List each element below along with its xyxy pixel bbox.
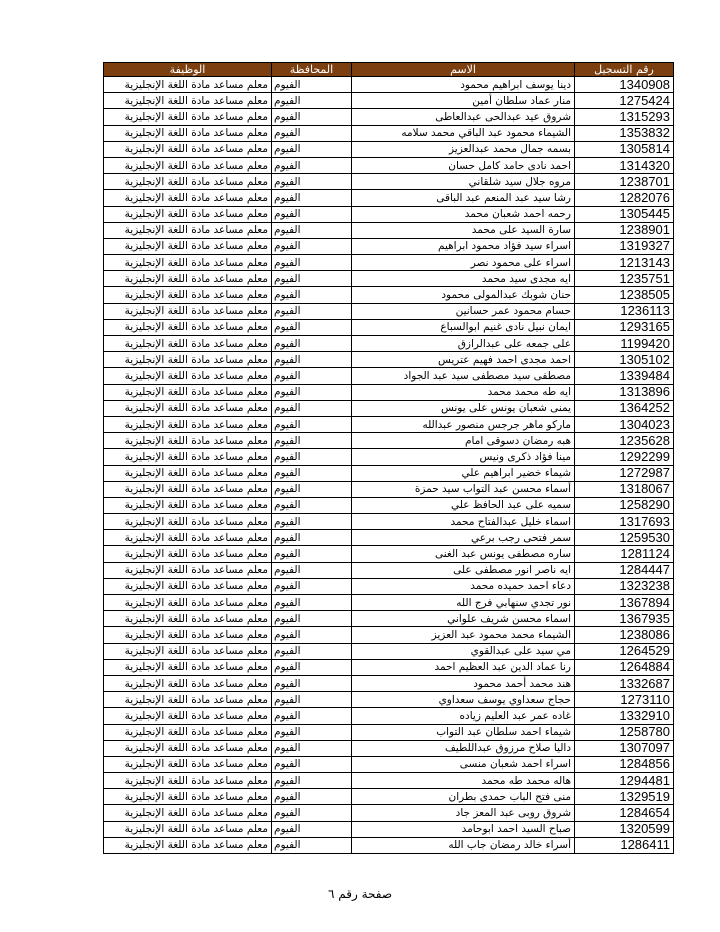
cell-registration-number: 1282076 bbox=[575, 190, 674, 206]
table-row bbox=[104, 821, 674, 837]
cell-name: رحمه احمد شعبان محمد bbox=[352, 206, 575, 222]
cell-job: معلم مساعد مادة اللغة الإنجليزية bbox=[104, 271, 272, 287]
cell-name: رشا سيد عبد المنعم عبد الباقى bbox=[352, 190, 575, 206]
cell-governorate: الفيوم bbox=[272, 578, 352, 594]
cell-governorate: الفيوم bbox=[272, 125, 352, 141]
cell-registration-number: 1264529 bbox=[575, 643, 674, 659]
cell-governorate: الفيوم bbox=[272, 336, 352, 352]
cell-job: معلم مساعد مادة اللغة الإنجليزية bbox=[104, 740, 272, 756]
table-row bbox=[104, 675, 674, 691]
cell-governorate: الفيوم bbox=[272, 222, 352, 238]
cell-name: حنان شوبك عبدالمولى محمود bbox=[352, 287, 575, 303]
table-row bbox=[104, 659, 674, 675]
cell-name: يمنى شعبان يونس على يونس bbox=[352, 400, 575, 416]
cell-registration-number: 1258780 bbox=[575, 724, 674, 740]
cell-registration-number: 1318067 bbox=[575, 481, 674, 497]
cell-name: ماركو ماهر جرجس منصور عبدالله bbox=[352, 416, 575, 432]
cell-job: معلم مساعد مادة اللغة الإنجليزية bbox=[104, 384, 272, 400]
table-row bbox=[104, 530, 674, 546]
table-row bbox=[104, 465, 674, 481]
cell-registration-number: 1313896 bbox=[575, 384, 674, 400]
cell-name: صباح السيد احمد ابوحامد bbox=[352, 821, 575, 837]
cell-job: معلم مساعد مادة اللغة الإنجليزية bbox=[104, 821, 272, 837]
cell-registration-number: 1199420 bbox=[575, 336, 674, 352]
cell-name: نور تجدي سنهابي فرج الله bbox=[352, 595, 575, 611]
cell-name: اسماء محسن شريف علواني bbox=[352, 611, 575, 627]
cell-job: معلم مساعد مادة اللغة الإنجليزية bbox=[104, 352, 272, 368]
cell-name: رنا عماد الدين عبد العظيم احمد bbox=[352, 659, 575, 675]
cell-job: معلم مساعد مادة اللغة الإنجليزية bbox=[104, 562, 272, 578]
cell-governorate: الفيوم bbox=[272, 174, 352, 190]
cell-name: شيماء خضير ابراهيم علي bbox=[352, 465, 575, 481]
cell-governorate: الفيوم bbox=[272, 530, 352, 546]
cell-registration-number: 1238901 bbox=[575, 222, 674, 238]
cell-name: هند محمد أحمد محمود bbox=[352, 675, 575, 691]
table-row bbox=[104, 546, 674, 562]
table-row bbox=[104, 497, 674, 513]
table-row bbox=[104, 805, 674, 821]
cell-registration-number: 1304023 bbox=[575, 416, 674, 432]
cell-registration-number: 1340908 bbox=[575, 77, 674, 93]
cell-job: معلم مساعد مادة اللغة الإنجليزية bbox=[104, 708, 272, 724]
cell-registration-number: 1317693 bbox=[575, 514, 674, 530]
cell-governorate: الفيوم bbox=[272, 206, 352, 222]
table-row bbox=[104, 206, 674, 222]
cell-governorate: الفيوم bbox=[272, 611, 352, 627]
cell-registration-number: 1332910 bbox=[575, 708, 674, 724]
cell-job: معلم مساعد مادة اللغة الإنجليزية bbox=[104, 497, 272, 513]
cell-job: معلم مساعد مادة اللغة الإنجليزية bbox=[104, 206, 272, 222]
cell-governorate: الفيوم bbox=[272, 659, 352, 675]
cell-governorate: الفيوم bbox=[272, 837, 352, 853]
cell-name: اسراء على محمود نصر bbox=[352, 255, 575, 271]
cell-job: معلم مساعد مادة اللغة الإنجليزية bbox=[104, 368, 272, 384]
cell-governorate: الفيوم bbox=[272, 821, 352, 837]
table-row bbox=[104, 740, 674, 756]
cell-name: هاله محمد طه محمد bbox=[352, 773, 575, 789]
cell-job: معلم مساعد مادة اللغة الإنجليزية bbox=[104, 141, 272, 157]
cell-governorate: الفيوم bbox=[272, 400, 352, 416]
cell-job: معلم مساعد مادة اللغة الإنجليزية bbox=[104, 756, 272, 772]
table-row bbox=[104, 724, 674, 740]
cell-name: شروق عيد عبدالحى عبدالعاطى bbox=[352, 109, 575, 125]
cell-registration-number: 1294481 bbox=[575, 773, 674, 789]
header-name: الاسم bbox=[352, 63, 575, 77]
cell-name: على جمعه على عبدالرازق bbox=[352, 336, 575, 352]
cell-governorate: الفيوم bbox=[272, 562, 352, 578]
cell-name: الشيماء محمود عبد الباقي محمد سلامه bbox=[352, 125, 575, 141]
cell-governorate: الفيوم bbox=[272, 287, 352, 303]
cell-job: معلم مساعد مادة اللغة الإنجليزية bbox=[104, 157, 272, 173]
cell-governorate: الفيوم bbox=[272, 789, 352, 805]
table-row bbox=[104, 174, 674, 190]
cell-job: معلم مساعد مادة اللغة الإنجليزية bbox=[104, 449, 272, 465]
cell-registration-number: 1305102 bbox=[575, 352, 674, 368]
cell-job: معلم مساعد مادة اللغة الإنجليزية bbox=[104, 190, 272, 206]
cell-name: مينا فؤاد ذكرى ونيس bbox=[352, 449, 575, 465]
cell-name: احمد نادى حامد كامل حسان bbox=[352, 157, 575, 173]
cell-job: معلم مساعد مادة اللغة الإنجليزية bbox=[104, 287, 272, 303]
cell-registration-number: 1272987 bbox=[575, 465, 674, 481]
table-row bbox=[104, 837, 674, 853]
cell-registration-number: 1367935 bbox=[575, 611, 674, 627]
cell-name: سميه على عبد الحافظ علي bbox=[352, 497, 575, 513]
table-row bbox=[104, 562, 674, 578]
cell-job: معلم مساعد مادة اللغة الإنجليزية bbox=[104, 222, 272, 238]
cell-name: سارة السيد على محمد bbox=[352, 222, 575, 238]
cell-job: معلم مساعد مادة اللغة الإنجليزية bbox=[104, 837, 272, 853]
cell-registration-number: 1275424 bbox=[575, 93, 674, 109]
cell-registration-number: 1258290 bbox=[575, 497, 674, 513]
header-row bbox=[104, 63, 674, 77]
table-row bbox=[104, 773, 674, 789]
cell-registration-number: 1314320 bbox=[575, 157, 674, 173]
cell-name: داليا صلاح مرزوق عبداللطيف bbox=[352, 740, 575, 756]
table-row bbox=[104, 336, 674, 352]
cell-registration-number: 1238086 bbox=[575, 627, 674, 643]
page-number: صفحة رقم ٦ bbox=[327, 887, 393, 901]
table-row bbox=[104, 141, 674, 157]
table-row bbox=[104, 352, 674, 368]
cell-name: اسراء احمد شعبان منسى bbox=[352, 756, 575, 772]
cell-governorate: الفيوم bbox=[272, 416, 352, 432]
table-row bbox=[104, 449, 674, 465]
cell-job: معلم مساعد مادة اللغة الإنجليزية bbox=[104, 773, 272, 789]
cell-name: غاده عمر عبد العليم زياده bbox=[352, 708, 575, 724]
table-row bbox=[104, 125, 674, 141]
cell-name: مصطفى سيد مصطفى سيد عبد الجواد bbox=[352, 368, 575, 384]
registration-sheet bbox=[103, 62, 673, 854]
cell-name: اسماء خليل عبدالفتاح محمد bbox=[352, 514, 575, 530]
cell-registration-number: 1238505 bbox=[575, 287, 674, 303]
cell-name: منى فتح الباب حمدى بطران bbox=[352, 789, 575, 805]
cell-registration-number: 1281124 bbox=[575, 546, 674, 562]
cell-job: معلم مساعد مادة اللغة الإنجليزية bbox=[104, 724, 272, 740]
cell-governorate: الفيوم bbox=[272, 756, 352, 772]
cell-registration-number: 1339484 bbox=[575, 368, 674, 384]
cell-registration-number: 1292299 bbox=[575, 449, 674, 465]
table-row bbox=[104, 368, 674, 384]
cell-registration-number: 1353832 bbox=[575, 125, 674, 141]
cell-job: معلم مساعد مادة اللغة الإنجليزية bbox=[104, 627, 272, 643]
cell-governorate: الفيوم bbox=[272, 255, 352, 271]
table-row bbox=[104, 77, 674, 93]
cell-governorate: الفيوم bbox=[272, 481, 352, 497]
cell-name: ساره مصطفى يونس عبد الغنى bbox=[352, 546, 575, 562]
cell-governorate: الفيوم bbox=[272, 157, 352, 173]
cell-governorate: الفيوم bbox=[272, 465, 352, 481]
cell-job: معلم مساعد مادة اللغة الإنجليزية bbox=[104, 416, 272, 432]
cell-job: معلم مساعد مادة اللغة الإنجليزية bbox=[104, 303, 272, 319]
table-row bbox=[104, 433, 674, 449]
cell-registration-number: 1284856 bbox=[575, 756, 674, 772]
cell-name: مي سيد على عبدالقوي bbox=[352, 643, 575, 659]
header-job: الوظيفة bbox=[104, 63, 272, 77]
cell-registration-number: 1293165 bbox=[575, 319, 674, 335]
cell-job: معلم مساعد مادة اللغة الإنجليزية bbox=[104, 789, 272, 805]
table-row bbox=[104, 157, 674, 173]
cell-governorate: الفيوم bbox=[272, 546, 352, 562]
cell-registration-number: 1259530 bbox=[575, 530, 674, 546]
cell-governorate: الفيوم bbox=[272, 627, 352, 643]
cell-registration-number: 1235628 bbox=[575, 433, 674, 449]
cell-registration-number: 1315293 bbox=[575, 109, 674, 125]
cell-name: ايمان نبيل نادى غنيم ابوالسباع bbox=[352, 319, 575, 335]
cell-registration-number: 1319327 bbox=[575, 238, 674, 254]
cell-registration-number: 1307097 bbox=[575, 740, 674, 756]
table-row bbox=[104, 222, 674, 238]
cell-governorate: الفيوم bbox=[272, 805, 352, 821]
cell-governorate: الفيوم bbox=[272, 109, 352, 125]
cell-governorate: الفيوم bbox=[272, 319, 352, 335]
cell-job: معلم مساعد مادة اللغة الإنجليزية bbox=[104, 433, 272, 449]
table-row bbox=[104, 416, 674, 432]
cell-governorate: الفيوم bbox=[272, 93, 352, 109]
cell-name: دعاء احمد حميده محمد bbox=[352, 578, 575, 594]
table-row bbox=[104, 109, 674, 125]
cell-job: معلم مساعد مادة اللغة الإنجليزية bbox=[104, 514, 272, 530]
table-row bbox=[104, 514, 674, 530]
cell-governorate: الفيوم bbox=[272, 514, 352, 530]
table-row bbox=[104, 190, 674, 206]
table-row bbox=[104, 578, 674, 594]
header-registration-number: رقم التسجيل bbox=[575, 63, 674, 77]
cell-job: معلم مساعد مادة اللغة الإنجليزية bbox=[104, 400, 272, 416]
cell-registration-number: 1332687 bbox=[575, 675, 674, 691]
table-body bbox=[104, 77, 674, 854]
table-row bbox=[104, 627, 674, 643]
header-governorate: المحافظة bbox=[272, 63, 352, 77]
cell-name: أسماء محسن عبد التواب سيد حمزة bbox=[352, 481, 575, 497]
cell-registration-number: 1236113 bbox=[575, 303, 674, 319]
cell-job: معلم مساعد مادة اللغة الإنجليزية bbox=[104, 595, 272, 611]
cell-governorate: الفيوم bbox=[272, 141, 352, 157]
cell-name: منار عماد سلطان أمين bbox=[352, 93, 575, 109]
cell-registration-number: 1305445 bbox=[575, 206, 674, 222]
cell-job: معلم مساعد مادة اللغة الإنجليزية bbox=[104, 238, 272, 254]
cell-job: معلم مساعد مادة اللغة الإنجليزية bbox=[104, 125, 272, 141]
table-row bbox=[104, 287, 674, 303]
cell-name: الشيماء محمد محمود عبد العزيز bbox=[352, 627, 575, 643]
cell-job: معلم مساعد مادة اللغة الإنجليزية bbox=[104, 174, 272, 190]
cell-job: معلم مساعد مادة اللغة الإنجليزية bbox=[104, 336, 272, 352]
table-row bbox=[104, 692, 674, 708]
cell-registration-number: 1286411 bbox=[575, 837, 674, 853]
cell-job: معلم مساعد مادة اللغة الإنجليزية bbox=[104, 93, 272, 109]
cell-job: معلم مساعد مادة اللغة الإنجليزية bbox=[104, 675, 272, 691]
cell-job: معلم مساعد مادة اللغة الإنجليزية bbox=[104, 465, 272, 481]
table-row bbox=[104, 238, 674, 254]
cell-name: حسام محمود عمر حسانين bbox=[352, 303, 575, 319]
table-row bbox=[104, 384, 674, 400]
cell-governorate: الفيوم bbox=[272, 352, 352, 368]
cell-governorate: الفيوم bbox=[272, 724, 352, 740]
cell-governorate: الفيوم bbox=[272, 303, 352, 319]
cell-governorate: الفيوم bbox=[272, 449, 352, 465]
cell-job: معلم مساعد مادة اللغة الإنجليزية bbox=[104, 578, 272, 594]
cell-name: اسراء سيد فؤاد محمود ابراهيم bbox=[352, 238, 575, 254]
cell-governorate: الفيوم bbox=[272, 238, 352, 254]
cell-job: معلم مساعد مادة اللغة الإنجليزية bbox=[104, 319, 272, 335]
cell-job: معلم مساعد مادة اللغة الإنجليزية bbox=[104, 109, 272, 125]
cell-job: معلم مساعد مادة اللغة الإنجليزية bbox=[104, 659, 272, 675]
cell-registration-number: 1264884 bbox=[575, 659, 674, 675]
cell-job: معلم مساعد مادة اللغة الإنجليزية bbox=[104, 643, 272, 659]
cell-governorate: الفيوم bbox=[272, 384, 352, 400]
cell-registration-number: 1284654 bbox=[575, 805, 674, 821]
cell-name: مروه جلال سيد شلقاني bbox=[352, 174, 575, 190]
cell-job: معلم مساعد مادة اللغة الإنجليزية bbox=[104, 546, 272, 562]
cell-registration-number: 1305814 bbox=[575, 141, 674, 157]
cell-registration-number: 1367894 bbox=[575, 595, 674, 611]
cell-governorate: الفيوم bbox=[272, 433, 352, 449]
table-row bbox=[104, 319, 674, 335]
cell-governorate: الفيوم bbox=[272, 271, 352, 287]
cell-job: معلم مساعد مادة اللغة الإنجليزية bbox=[104, 481, 272, 497]
cell-name: شروق روبى عبد المعز جاد bbox=[352, 805, 575, 821]
cell-governorate: الفيوم bbox=[272, 708, 352, 724]
table-row bbox=[104, 93, 674, 109]
cell-registration-number: 1273110 bbox=[575, 692, 674, 708]
table-row bbox=[104, 271, 674, 287]
cell-registration-number: 1323238 bbox=[575, 578, 674, 594]
table-row bbox=[104, 789, 674, 805]
cell-governorate: الفيوم bbox=[272, 675, 352, 691]
table-row bbox=[104, 611, 674, 627]
cell-governorate: الفيوم bbox=[272, 190, 352, 206]
table-row bbox=[104, 303, 674, 319]
cell-governorate: الفيوم bbox=[272, 497, 352, 513]
cell-job: معلم مساعد مادة اللغة الإنجليزية bbox=[104, 805, 272, 821]
cell-registration-number: 1238701 bbox=[575, 174, 674, 190]
cell-governorate: الفيوم bbox=[272, 643, 352, 659]
cell-name: دينا يوسف ابراهيم محمود bbox=[352, 77, 575, 93]
cell-name: شيماء احمد سلطان عبد التواب bbox=[352, 724, 575, 740]
cell-job: معلم مساعد مادة اللغة الإنجليزية bbox=[104, 611, 272, 627]
table-row bbox=[104, 481, 674, 497]
table-row bbox=[104, 595, 674, 611]
table-row bbox=[104, 400, 674, 416]
cell-registration-number: 1320599 bbox=[575, 821, 674, 837]
cell-name: ايه طه محمد محمد bbox=[352, 384, 575, 400]
cell-registration-number: 1213143 bbox=[575, 255, 674, 271]
cell-governorate: الفيوم bbox=[272, 740, 352, 756]
cell-name: ايه مجدى سيد محمد bbox=[352, 271, 575, 287]
table-row bbox=[104, 643, 674, 659]
cell-job: معلم مساعد مادة اللغة الإنجليزية bbox=[104, 77, 272, 93]
cell-registration-number: 1284447 bbox=[575, 562, 674, 578]
cell-name: حجاج سعداوي يوسف سعداوي bbox=[352, 692, 575, 708]
cell-registration-number: 1235751 bbox=[575, 271, 674, 287]
table-row bbox=[104, 708, 674, 724]
table-row bbox=[104, 255, 674, 271]
cell-name: هبه رمضان دسوقى امام bbox=[352, 433, 575, 449]
cell-job: معلم مساعد مادة اللغة الإنجليزية bbox=[104, 692, 272, 708]
cell-governorate: الفيوم bbox=[272, 773, 352, 789]
table-header bbox=[104, 63, 674, 77]
cell-governorate: الفيوم bbox=[272, 595, 352, 611]
table-row bbox=[104, 756, 674, 772]
cell-governorate: الفيوم bbox=[272, 77, 352, 93]
cell-name: بسمه جمال محمد عبدالعزيز bbox=[352, 141, 575, 157]
cell-name: سمر فتحى رجب برعي bbox=[352, 530, 575, 546]
registration-table bbox=[103, 62, 674, 854]
cell-governorate: الفيوم bbox=[272, 692, 352, 708]
cell-name: أسراء خالد رمضان جاب الله bbox=[352, 837, 575, 853]
cell-job: معلم مساعد مادة اللغة الإنجليزية bbox=[104, 530, 272, 546]
cell-job: معلم مساعد مادة اللغة الإنجليزية bbox=[104, 255, 272, 271]
cell-name: احمد مجدى احمد فهيم عتريس bbox=[352, 352, 575, 368]
cell-name: ايه ناصر انور مصطفى على bbox=[352, 562, 575, 578]
cell-registration-number: 1329519 bbox=[575, 789, 674, 805]
cell-registration-number: 1364252 bbox=[575, 400, 674, 416]
cell-governorate: الفيوم bbox=[272, 368, 352, 384]
